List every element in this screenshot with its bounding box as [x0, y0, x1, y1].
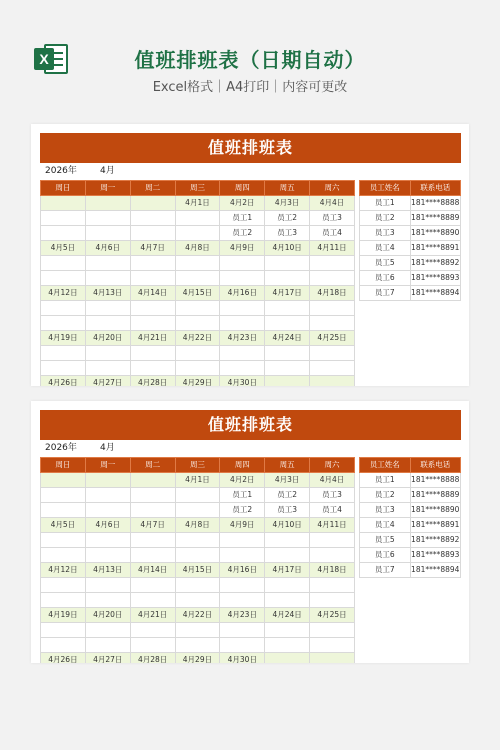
- duty-cell[interactable]: [220, 593, 265, 608]
- date-cell[interactable]: 4月26日: [41, 653, 86, 664]
- duty-cell[interactable]: [41, 623, 86, 638]
- duty-row: [41, 488, 355, 503]
- date-row: [41, 473, 355, 488]
- employee-phone-cell[interactable]: 181****8893: [410, 271, 461, 286]
- duty-row: [41, 316, 355, 331]
- date-cell[interactable]: [41, 473, 86, 488]
- date-cell[interactable]: 4月28日: [130, 376, 175, 387]
- duty-row: [41, 346, 355, 361]
- duty-cell[interactable]: [310, 256, 355, 271]
- duty-cell[interactable]: [175, 346, 220, 361]
- duty-cell[interactable]: [175, 593, 220, 608]
- employee-header-row: [360, 181, 461, 196]
- duty-cell[interactable]: [220, 271, 265, 286]
- month-label: 4月: [100, 166, 115, 176]
- duty-cell[interactable]: 员工4: [310, 503, 355, 518]
- employee-name-cell[interactable]: 员工1: [360, 473, 411, 488]
- date-cell[interactable]: 4月18日: [310, 563, 355, 578]
- date-cell[interactable]: 4月23日: [220, 331, 265, 346]
- duty-cell[interactable]: [265, 533, 310, 548]
- duty-row: [41, 256, 355, 271]
- spreadsheet-preview[interactable]: [31, 401, 469, 663]
- employee-header-row: [360, 458, 461, 473]
- duty-cell[interactable]: [130, 316, 175, 331]
- employee-name-cell[interactable]: 员工6: [360, 271, 411, 286]
- employee-column-header: 员工姓名: [360, 458, 411, 473]
- date-cell[interactable]: 4月10日: [265, 241, 310, 256]
- date-cell[interactable]: [265, 376, 310, 387]
- duty-cell[interactable]: [265, 256, 310, 271]
- weekday-header: 周二: [130, 181, 175, 196]
- duty-cell[interactable]: [41, 533, 86, 548]
- date-cell[interactable]: 4月5日: [41, 241, 86, 256]
- duty-cell[interactable]: [130, 578, 175, 593]
- duty-cell[interactable]: [41, 578, 86, 593]
- date-cell[interactable]: [130, 196, 175, 211]
- weekday-header: 周一: [85, 458, 130, 473]
- duty-cell[interactable]: [41, 346, 86, 361]
- duty-cell[interactable]: [265, 578, 310, 593]
- duty-cell[interactable]: [265, 593, 310, 608]
- duty-cell[interactable]: [265, 638, 310, 653]
- employee-phone-cell[interactable]: 181****8893: [410, 548, 461, 563]
- date-cell[interactable]: 4月3日: [265, 196, 310, 211]
- weekday-header: 周一: [85, 181, 130, 196]
- employee-name-cell[interactable]: 员工7: [360, 286, 411, 301]
- duty-cell[interactable]: [175, 256, 220, 271]
- spreadsheet-preview[interactable]: [31, 124, 469, 386]
- date-cell[interactable]: 4月7日: [130, 241, 175, 256]
- duty-row: [41, 271, 355, 286]
- duty-cell[interactable]: [220, 578, 265, 593]
- duty-cell[interactable]: [130, 226, 175, 241]
- employee-column-header: 联系电话: [410, 181, 461, 196]
- duty-cell[interactable]: [41, 226, 86, 241]
- date-cell[interactable]: 4月4日: [310, 473, 355, 488]
- duty-cell[interactable]: 员工2: [265, 488, 310, 503]
- duty-cell[interactable]: [130, 503, 175, 518]
- duty-cell[interactable]: [41, 638, 86, 653]
- duty-cell[interactable]: [85, 256, 130, 271]
- duty-cell[interactable]: [310, 271, 355, 286]
- employee-name-cell[interactable]: 员工5: [360, 533, 411, 548]
- weekday-header: 周六: [310, 458, 355, 473]
- duty-cell[interactable]: [310, 301, 355, 316]
- employee-phone-cell[interactable]: 181****8890: [410, 226, 461, 241]
- date-cell[interactable]: 4月14日: [130, 286, 175, 301]
- duty-cell[interactable]: [130, 256, 175, 271]
- date-cell[interactable]: [310, 653, 355, 664]
- date-cell[interactable]: 4月22日: [175, 331, 220, 346]
- date-cell[interactable]: 4月19日: [41, 331, 86, 346]
- weekday-header: 周五: [265, 181, 310, 196]
- date-cell[interactable]: [41, 196, 86, 211]
- employee-table: [359, 180, 461, 301]
- duty-row: [41, 503, 355, 518]
- employee-name-cell[interactable]: 员工5: [360, 256, 411, 271]
- employee-row: [360, 256, 461, 271]
- duty-cell[interactable]: [85, 301, 130, 316]
- date-cell[interactable]: 4月2日: [220, 196, 265, 211]
- duty-cell[interactable]: [85, 578, 130, 593]
- duty-cell[interactable]: [130, 533, 175, 548]
- employee-row: [360, 226, 461, 241]
- date-cell[interactable]: 4月25日: [310, 331, 355, 346]
- employee-phone-cell[interactable]: 181****8894: [410, 563, 461, 578]
- duty-cell[interactable]: [310, 316, 355, 331]
- employee-row: [360, 548, 461, 563]
- duty-cell[interactable]: [175, 548, 220, 563]
- employee-row: [360, 488, 461, 503]
- date-row: [41, 286, 355, 301]
- date-cell[interactable]: 4月16日: [220, 563, 265, 578]
- duty-cell[interactable]: 员工1: [220, 211, 265, 226]
- duty-cell[interactable]: [220, 361, 265, 376]
- duty-cell[interactable]: [130, 623, 175, 638]
- date-cell[interactable]: [85, 473, 130, 488]
- date-cell[interactable]: 4月6日: [85, 241, 130, 256]
- duty-cell[interactable]: [310, 638, 355, 653]
- employee-name-cell[interactable]: 员工3: [360, 226, 411, 241]
- calendar-table: [40, 457, 355, 663]
- duty-cell[interactable]: [85, 346, 130, 361]
- duty-cell[interactable]: [310, 548, 355, 563]
- year-label: 2026年: [45, 443, 77, 453]
- employee-column-header: 联系电话: [410, 458, 461, 473]
- duty-cell[interactable]: [41, 593, 86, 608]
- year-label: 2026年: [45, 166, 77, 176]
- date-cell[interactable]: 4月27日: [85, 653, 130, 664]
- employee-row: [360, 241, 461, 256]
- duty-cell[interactable]: [41, 301, 86, 316]
- duty-cell[interactable]: [175, 226, 220, 241]
- employee-phone-cell[interactable]: 181****8891: [410, 518, 461, 533]
- month-label: 4月: [100, 443, 115, 453]
- weekday-header: 周五: [265, 458, 310, 473]
- date-cell[interactable]: 4月2日: [220, 473, 265, 488]
- employee-row: [360, 211, 461, 226]
- duty-cell[interactable]: [175, 623, 220, 638]
- duty-cell[interactable]: [41, 503, 86, 518]
- duty-cell[interactable]: [310, 346, 355, 361]
- duty-row: [41, 548, 355, 563]
- duty-cell[interactable]: [220, 301, 265, 316]
- duty-cell[interactable]: [85, 548, 130, 563]
- duty-cell[interactable]: 员工2: [265, 211, 310, 226]
- date-cell[interactable]: 4月25日: [310, 608, 355, 623]
- duty-cell[interactable]: 员工3: [310, 211, 355, 226]
- date-cell[interactable]: 4月27日: [85, 376, 130, 387]
- duty-cell[interactable]: [85, 271, 130, 286]
- employee-phone-cell[interactable]: 181****8892: [410, 533, 461, 548]
- employee-phone-cell[interactable]: 181****8889: [410, 211, 461, 226]
- duty-cell[interactable]: [310, 593, 355, 608]
- date-cell[interactable]: 4月13日: [85, 563, 130, 578]
- duty-cell[interactable]: 员工2: [220, 226, 265, 241]
- duty-row: [41, 578, 355, 593]
- date-cell[interactable]: 4月11日: [310, 241, 355, 256]
- duty-cell[interactable]: [130, 271, 175, 286]
- employee-phone-cell[interactable]: 181****8889: [410, 488, 461, 503]
- duty-cell[interactable]: [175, 488, 220, 503]
- sheet-title: 值班排班表: [40, 410, 461, 440]
- duty-cell[interactable]: [175, 503, 220, 518]
- date-row: [41, 241, 355, 256]
- duty-cell[interactable]: [175, 361, 220, 376]
- duty-cell[interactable]: [41, 361, 86, 376]
- employee-phone-cell[interactable]: 181****8892: [410, 256, 461, 271]
- duty-row: [41, 361, 355, 376]
- weekday-header: 周三: [175, 181, 220, 196]
- weekday-header: 周二: [130, 458, 175, 473]
- date-cell[interactable]: [130, 473, 175, 488]
- duty-cell[interactable]: [85, 316, 130, 331]
- date-cell[interactable]: 4月21日: [130, 608, 175, 623]
- employee-name-cell[interactable]: 员工1: [360, 196, 411, 211]
- employee-phone-cell[interactable]: 181****8891: [410, 241, 461, 256]
- employee-name-cell[interactable]: 员工7: [360, 563, 411, 578]
- date-cell[interactable]: 4月15日: [175, 286, 220, 301]
- duty-row: [41, 301, 355, 316]
- weekday-header-row: [41, 181, 355, 196]
- duty-row: [41, 623, 355, 638]
- duty-cell[interactable]: [265, 623, 310, 638]
- duty-cell[interactable]: [85, 361, 130, 376]
- date-cell[interactable]: 4月29日: [175, 376, 220, 387]
- duty-cell[interactable]: [85, 533, 130, 548]
- date-cell[interactable]: 4月6日: [85, 518, 130, 533]
- duty-cell[interactable]: [130, 593, 175, 608]
- duty-cell[interactable]: [41, 271, 86, 286]
- employee-name-cell[interactable]: 员工2: [360, 488, 411, 503]
- duty-cell[interactable]: [130, 638, 175, 653]
- duty-cell[interactable]: [310, 361, 355, 376]
- duty-cell[interactable]: [265, 361, 310, 376]
- date-row: [41, 608, 355, 623]
- duty-cell[interactable]: [175, 301, 220, 316]
- date-row: [41, 331, 355, 346]
- date-cell[interactable]: 4月14日: [130, 563, 175, 578]
- duty-cell[interactable]: [175, 533, 220, 548]
- date-cell[interactable]: 4月8日: [175, 518, 220, 533]
- duty-cell[interactable]: [265, 301, 310, 316]
- duty-cell[interactable]: [130, 211, 175, 226]
- employee-row: [360, 503, 461, 518]
- date-cell[interactable]: 4月28日: [130, 653, 175, 664]
- duty-cell[interactable]: [175, 211, 220, 226]
- date-cell[interactable]: 4月9日: [220, 518, 265, 533]
- date-cell[interactable]: 4月26日: [41, 376, 86, 387]
- date-cell[interactable]: 4月30日: [220, 376, 265, 387]
- date-cell[interactable]: 4月20日: [85, 331, 130, 346]
- date-cell[interactable]: 4月12日: [41, 563, 86, 578]
- weekday-header: 周日: [41, 458, 86, 473]
- employee-name-cell[interactable]: 员工4: [360, 518, 411, 533]
- duty-cell[interactable]: 员工4: [310, 226, 355, 241]
- weekday-header: 周三: [175, 458, 220, 473]
- duty-row: [41, 593, 355, 608]
- duty-cell[interactable]: [220, 623, 265, 638]
- duty-cell[interactable]: [41, 256, 86, 271]
- duty-cell[interactable]: [220, 316, 265, 331]
- date-cell[interactable]: 4月8日: [175, 241, 220, 256]
- duty-cell[interactable]: [85, 488, 130, 503]
- duty-cell[interactable]: [85, 226, 130, 241]
- duty-row: [41, 211, 355, 226]
- date-row: [41, 563, 355, 578]
- duty-cell[interactable]: [310, 533, 355, 548]
- duty-cell[interactable]: [41, 548, 86, 563]
- duty-cell[interactable]: [220, 256, 265, 271]
- employee-row: [360, 473, 461, 488]
- duty-row: [41, 638, 355, 653]
- duty-cell[interactable]: [85, 211, 130, 226]
- date-cell[interactable]: 4月7日: [130, 518, 175, 533]
- date-cell[interactable]: [265, 653, 310, 664]
- date-cell[interactable]: 4月24日: [265, 608, 310, 623]
- duty-cell[interactable]: [220, 346, 265, 361]
- duty-cell[interactable]: [220, 638, 265, 653]
- duty-cell[interactable]: [85, 638, 130, 653]
- date-cell[interactable]: [310, 376, 355, 387]
- duty-cell[interactable]: [220, 533, 265, 548]
- date-cell[interactable]: 4月3日: [265, 473, 310, 488]
- employee-phone-cell[interactable]: 181****8888: [410, 473, 461, 488]
- excel-badge: X: [34, 48, 54, 70]
- employee-name-cell[interactable]: 员工6: [360, 548, 411, 563]
- weekday-header: 周四: [220, 181, 265, 196]
- date-cell[interactable]: 4月20日: [85, 608, 130, 623]
- date-cell[interactable]: 4月17日: [265, 563, 310, 578]
- date-cell[interactable]: 4月12日: [41, 286, 86, 301]
- date-cell[interactable]: 4月29日: [175, 653, 220, 664]
- employee-table: [359, 457, 461, 578]
- date-cell[interactable]: 4月21日: [130, 331, 175, 346]
- employee-row: [360, 196, 461, 211]
- date-cell[interactable]: 4月9日: [220, 241, 265, 256]
- page-subtitle: Excel格式｜A4打印｜内容可更改: [152, 80, 348, 95]
- date-row: [41, 518, 355, 533]
- duty-cell[interactable]: [130, 361, 175, 376]
- date-cell[interactable]: 4月17日: [265, 286, 310, 301]
- date-cell[interactable]: 4月13日: [85, 286, 130, 301]
- employee-row: [360, 518, 461, 533]
- date-cell[interactable]: 4月30日: [220, 653, 265, 664]
- employee-column-header: 员工姓名: [360, 181, 411, 196]
- date-cell[interactable]: 4月16日: [220, 286, 265, 301]
- date-cell[interactable]: 4月24日: [265, 331, 310, 346]
- employee-name-cell[interactable]: 员工4: [360, 241, 411, 256]
- duty-cell[interactable]: [220, 548, 265, 563]
- employee-phone-cell[interactable]: 181****8888: [410, 196, 461, 211]
- duty-cell[interactable]: [130, 346, 175, 361]
- duty-cell[interactable]: 员工3: [265, 503, 310, 518]
- weekday-header-row: [41, 458, 355, 473]
- employee-row: [360, 271, 461, 286]
- duty-row: [41, 533, 355, 548]
- duty-cell[interactable]: [41, 488, 86, 503]
- date-cell[interactable]: [85, 196, 130, 211]
- duty-cell[interactable]: [85, 503, 130, 518]
- date-row: [41, 376, 355, 387]
- duty-cell[interactable]: [130, 488, 175, 503]
- duty-cell[interactable]: 员工3: [265, 226, 310, 241]
- employee-phone-cell[interactable]: 181****8894: [410, 286, 461, 301]
- duty-cell[interactable]: [41, 211, 86, 226]
- duty-cell[interactable]: [175, 578, 220, 593]
- date-cell[interactable]: 4月1日: [175, 473, 220, 488]
- duty-cell[interactable]: [265, 271, 310, 286]
- duty-cell[interactable]: [175, 271, 220, 286]
- employee-row: [360, 286, 461, 301]
- duty-cell[interactable]: [265, 548, 310, 563]
- duty-cell[interactable]: [130, 548, 175, 563]
- employee-row: [360, 533, 461, 548]
- page-title: 值班排班表（日期自动）: [134, 48, 366, 72]
- weekday-header: 周四: [220, 458, 265, 473]
- duty-cell[interactable]: [85, 593, 130, 608]
- duty-cell[interactable]: [130, 301, 175, 316]
- calendar-table: [40, 180, 355, 386]
- date-cell[interactable]: 4月18日: [310, 286, 355, 301]
- duty-cell[interactable]: 员工1: [220, 488, 265, 503]
- duty-cell[interactable]: [175, 638, 220, 653]
- weekday-header: 周日: [41, 181, 86, 196]
- date-cell[interactable]: 4月15日: [175, 563, 220, 578]
- weekday-header: 周六: [310, 181, 355, 196]
- date-cell[interactable]: 4月4日: [310, 196, 355, 211]
- duty-cell[interactable]: [41, 316, 86, 331]
- employee-name-cell[interactable]: 员工3: [360, 503, 411, 518]
- duty-cell[interactable]: [310, 578, 355, 593]
- page-header: [0, 0, 500, 118]
- date-cell[interactable]: 4月5日: [41, 518, 86, 533]
- date-row: [41, 653, 355, 664]
- duty-cell[interactable]: [175, 316, 220, 331]
- employee-phone-cell[interactable]: 181****8890: [410, 503, 461, 518]
- sheet-title: 值班排班表: [40, 133, 461, 163]
- date-cell[interactable]: 4月10日: [265, 518, 310, 533]
- duty-cell[interactable]: 员工3: [310, 488, 355, 503]
- date-cell[interactable]: 4月23日: [220, 608, 265, 623]
- duty-cell[interactable]: [265, 346, 310, 361]
- date-cell[interactable]: 4月11日: [310, 518, 355, 533]
- employee-name-cell[interactable]: 员工2: [360, 211, 411, 226]
- duty-row: [41, 226, 355, 241]
- date-cell[interactable]: 4月22日: [175, 608, 220, 623]
- date-cell[interactable]: 4月1日: [175, 196, 220, 211]
- duty-cell[interactable]: 员工2: [220, 503, 265, 518]
- duty-cell[interactable]: [310, 623, 355, 638]
- employee-row: [360, 563, 461, 578]
- duty-cell[interactable]: [265, 316, 310, 331]
- date-row: [41, 196, 355, 211]
- date-cell[interactable]: 4月19日: [41, 608, 86, 623]
- duty-cell[interactable]: [85, 623, 130, 638]
